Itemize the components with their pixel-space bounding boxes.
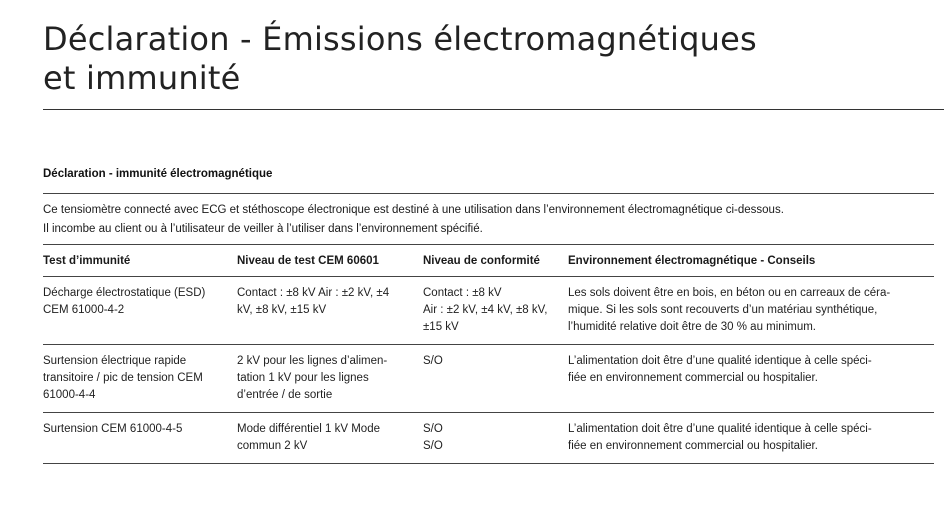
cell-compliance-level: Contact : ±8 kV Air : ±2 kV, ±4 kV, ±8 kV, ±15 kV [423,277,568,345]
cell-guidance: Les sols doivent être en bois, en béton ou en carreaux de céra- mique. Si les sols sont recouverts d’un matériau synthétique, l’humidité relative doit être de 30 % au minimum. [568,277,934,345]
cell-test-level: Mode différentiel 1 kV Mode commun 2 kV [237,413,423,464]
immunity-table [43,245,934,464]
immunity-table-container [43,193,934,464]
section-title: Déclaration - immunité électromagnétique [43,168,273,180]
page-title [43,20,757,98]
table-row [43,345,934,413]
cell-guidance: L’alimentation doit être d’une qualité identique à celle spéci- fiée en environnement commercial ou hospitalier. [568,413,934,464]
table-intro [43,193,934,245]
cell-test: Surtension électrique rapide transitoire / pic de tension CEM 61000-4-4 [43,345,237,413]
intro-line-1: Ce tensiomètre connecté avec ECG et stéthoscope électronique est destiné à une utilisation dans l’environnement électromagnétique ci-dessous. [43,204,784,216]
column-header-compliance-level: Niveau de conformité [423,245,568,277]
column-header-guidance: Environnement électromagnétique - Conseils [568,245,934,277]
column-header-test: Test d’immunité [43,245,237,277]
cell-compliance-level: S/O S/O [423,413,568,464]
page-title-line-2: et immunité [43,59,241,97]
table-row [43,413,934,464]
column-header-test-level: Niveau de test CEM 60601 [237,245,423,277]
cell-test: Décharge électrostatique (ESD) CEM 61000-4-2 [43,277,237,345]
cell-test-level: 2 kV pour les lignes d’alimen- tation 1 kV pour les lignes d’entrée / de sortie [237,345,423,413]
cell-test-level: Contact : ±8 kV Air : ±2 kV, ±4 kV, ±8 kV, ±15 kV [237,277,423,345]
table-header-row [43,245,934,277]
intro-line-2: Il incombe au client ou à l’utilisateur de veiller à l’utiliser dans l’environnement spécifié. [43,223,483,235]
page-title-line-1: Déclaration - Émissions électromagnétiques [43,20,757,58]
title-divider [43,109,944,110]
cell-compliance-level: S/O [423,345,568,413]
table-row [43,277,934,345]
cell-guidance: L’alimentation doit être d’une qualité identique à celle spéci- fiée en environnement commercial ou hospitalier. [568,345,934,413]
cell-test: Surtension CEM 61000-4-5 [43,413,237,464]
